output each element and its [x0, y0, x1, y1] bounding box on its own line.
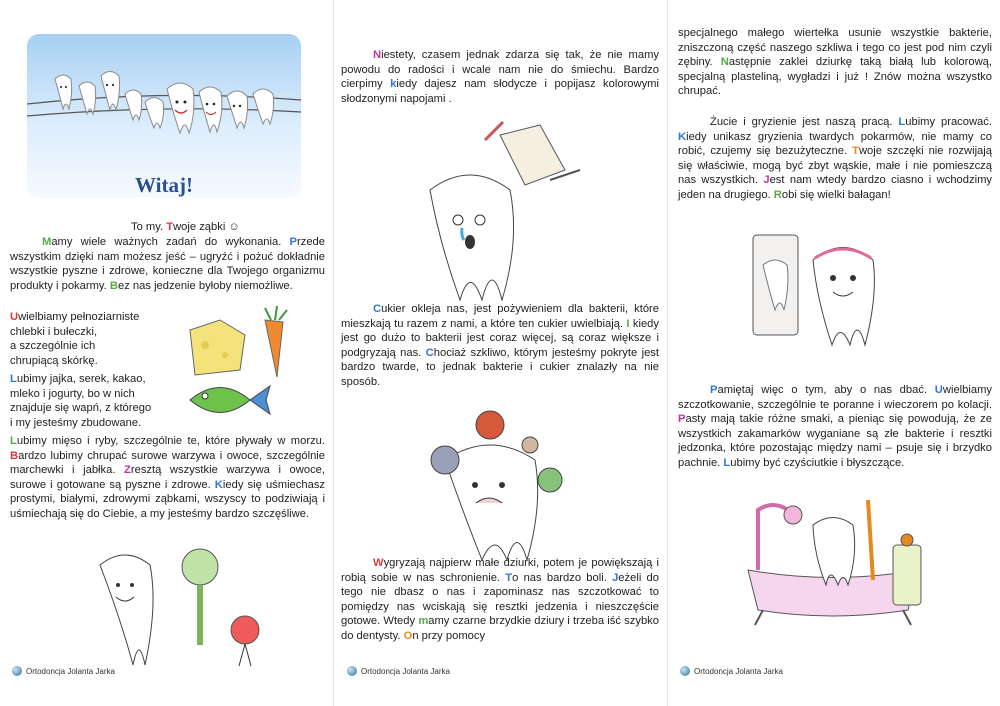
- bacteria-tooth-illustration: [410, 405, 590, 565]
- clinic-logo-icon: [12, 666, 22, 676]
- crying-tooth-illustration: [410, 120, 590, 305]
- paragraph-tasks: Mamy wiele ważnych zadań do wykonania. Przede wszystkim dzięki nam możesz jeść – ugryźć i pożuć dokładnie wszystkie pyszne i zdrowe, konieczne dla Twojego organizmu produkty i pokarmy. Bez nas jedzenie byłoby niemożliwe.: [10, 236, 325, 292]
- paragraph-holes: Wygryzają najpierw małe dziurki, potem je powiększają i robią sobie w nas schronienie. To nas bardzo boli. Jeżeli do tego nie dbasz o nas i zapominasz nas szczotkować to pomiędzy nas wciskają się resztki jedzenia i nieszczęście gotowe. Wtedy mamy czarne brzydkie dziury i trzeba iść szybko do dentysty. On przy pomocy: [341, 557, 660, 642]
- footer: Ortodoncja Jolanta Jarka: [12, 666, 115, 676]
- paragraph-sugar-bacteria: Cukier okleja nas, jest pożywieniem dla bakterii, które mieszkają tu razem z nami, a które ten cukier uwielbiają. I kiedy jest go dużo to bakterii jest coraz więcej, są coraz większe i podgryzają nas. Chociaż szkliwo, którym jesteśmy pokryte jest bardzo twarde, to jednak bakterie i cukier znalazły na nie sposób.: [341, 303, 659, 388]
- footer: Ortodoncja Jolanta Jarka: [680, 666, 783, 676]
- page-column-1: [0, 0, 335, 706]
- clinic-logo-icon: [347, 666, 357, 676]
- teeth-banner: [27, 34, 301, 198]
- paragraph-dentist-filling: specjalnego małego wiertełka usunie wszystkie bakterie, zniszczoną część naszego szkliwa i tego co jest pod nim czyli zębiny. Następnie zaklei dziurkę taką białą lub kolorową, specjalną plasteliną, wygładzi i już ! Znów można wszystko chrupać.: [678, 27, 992, 98]
- food-illustration: [185, 300, 305, 440]
- paragraph-sweets: Niestety, czasem jednak zdarza się tak, że nie mamy powodu do radości i wcale nam nie do śmiechu. Bardzo cierpimy kiedy dajesz nam słodycze i popijasz kolorowymi słodzonymi napojami .: [341, 49, 659, 105]
- page-column-3: [668, 0, 1000, 706]
- intro-line: To my. Twoje ząbki ☺: [131, 221, 240, 233]
- paragraph-bread: Uwielbiamy pełnoziarniste chlebki i bułeczki, a szczególnie ich chrupiącą skórkę.: [10, 311, 140, 367]
- paragraph-meat-vegetables: Lubimy mięso i ryby, szczególnie te, które pływały w morzu. Bardzo lubimy chrupać surowe warzywa i owoce, szczególnie marchewki i jabłka. Zresztą wszystkie warzywa i owoce, surowe i gotowane są pyszne i zdrowe. Kiedy się uśmiechasz prostymi, białymi, zdrowymi ząbkami, wszyscy to podziwiają i uśmiechają się do Ciebie, a my jesteśmy bardzo szczęśliwe.: [10, 435, 326, 520]
- footer: Ortodoncja Jolanta Jarka: [347, 666, 450, 676]
- tooth-broccoli-apple-illustration: [80, 545, 270, 670]
- page-title: Witaj!: [135, 173, 193, 197]
- paragraph-chewing: Żucie i gryzienie jest naszą pracą. Lubimy pracować. Kiedy unikasz gryzienia twardych pokarmów, nie mamy co robić, czujemy się bezużyteczne. Twoje szczęki nie rozwijają się właściwie, mogą być zbyt wąskie, małe i nie pomieszczą nas wszystkich. Jest nam wtedy bardzo ciasno i wchodzimy jeden na drugiego. Robi się wielki bałagan!: [678, 116, 992, 201]
- tooth-mirror-illustration: [743, 230, 893, 350]
- bathtub-teeth-illustration: [723, 495, 943, 645]
- page-column-2: [335, 0, 668, 706]
- clinic-logo-icon: [680, 666, 690, 676]
- paragraph-brushing: Pamiętaj więc o tym, aby o nas dbać. Uwielbiamy szczotkowanie, szczególnie te poranne i wieczorem po kolacji. Pasty mają takie różne smaki, a pieniąc się powodują, że ze wszystkich zakamarków wyganiane są złe bakterie i resztki jedzonka, które pozostając między nami – psuje się i brzydko pachnie. Lubimy być czyściutkie i błyszczące.: [678, 384, 992, 469]
- paragraph-dairy: Lubimy jajka, serek, kakao, mleko i jogurty, bo w nich znajduje się wapń, z którego i my jesteśmy zbudowane.: [10, 373, 152, 429]
